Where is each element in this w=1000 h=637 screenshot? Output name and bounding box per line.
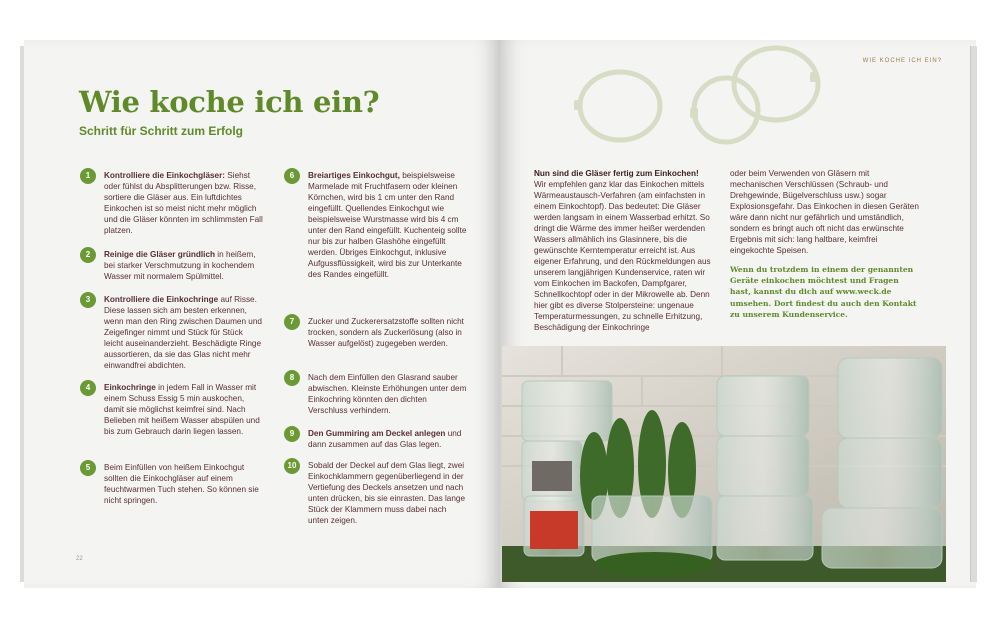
step-bold: Reinige die Gläser gründlich bbox=[104, 250, 218, 259]
step-bold: Kontrolliere die Einkochgläser: bbox=[104, 171, 228, 180]
section-text: Wir empfehlen ganz klar das Einkochen mittels Wärmeaustausch-Verfahren (am einfachsten in einem Einkochtopf). Das bedeutet: Die Gläser werden langsam in einem Wasserbad erhitzt. So dringt die Wärme des immer heißer werdenden Wassers allmählich ins Glasinnere, bis die gewünschte Kerntemperatur erreicht ist. Aus eigener Erfahrung, und den Rückmeldungen aus unserem langjährigen Kundenservice, raten wir vom Einkochen im Backofen, Dampfgarer, Schnellkochtopf oder in der Mikrowelle ab. Denn hier gibt es diverse Stolpersteine: ungenaue Temperaturmessungen, zu schnelle Erhitzung, Beschädigung der Einkochringe bbox=[534, 180, 711, 332]
weck-contact-note: Wenn du trotzdem in einem der genannten Geräte einkochen möchtest und Fragen hast, kannst du dich auf www.weck.de umsehen. Dort findest du auch den Kontakt zu unserem Kundenservice. bbox=[730, 265, 917, 319]
step-number-badge: 4 bbox=[80, 380, 96, 396]
jar-rings-illustration bbox=[570, 44, 830, 154]
page-number: 22 bbox=[76, 556, 83, 562]
open-book bbox=[24, 40, 976, 588]
step-text: beispielsweise Marmelade mit Fruchtfasern oder kleinen Körnchen, wird bis 1 cm unter den Rand eingefüllt. Quellendes Einkochgut wie beispielsweise Wurstmasse wird bis 4 cm unter den Rand eingefüllt. Kuchenteig sollte nur bis zur halben Glashöhe eingefüllt werden. Übriges Einkochgut, inklusive Aufgussflüssigkeit, wird bis zur Unterkante des Randes eingefüllt. bbox=[308, 171, 467, 279]
step-number-badge: 3 bbox=[80, 292, 96, 308]
step-bold: Breiartiges Einkochgut, bbox=[308, 171, 403, 180]
jars-photo bbox=[502, 346, 946, 582]
step-6 bbox=[289, 170, 468, 280]
step-bold: Den Gummiring am Deckel anlegen bbox=[308, 429, 448, 438]
step-bold: Kontrolliere die Einkochringe bbox=[104, 295, 221, 304]
step-number-badge: 7 bbox=[284, 314, 300, 330]
page-title: Wie koche ich ein? bbox=[79, 85, 380, 119]
jars-photo-illustration bbox=[502, 346, 946, 582]
step-number-badge: 9 bbox=[284, 426, 300, 442]
step-8 bbox=[289, 372, 468, 416]
right-column-2 bbox=[730, 168, 920, 320]
page-subtitle: Schritt für Schritt zum Erfolg bbox=[79, 124, 244, 138]
right-page bbox=[500, 40, 976, 588]
step-text: in jedem Fall in Wasser mit einem Schuss Essig 5 min auskochen, damit sie möglichst keimfrei sind. Nach Belieben mit heißem Wasser abspülen und bis zum Gebrauch darin liegen lassen. bbox=[104, 383, 260, 436]
step-text: Zucker und Zuckerersatzstoffe sollten nicht trocken, sondern als Zuckerlösung (also in Wasser aufgelöst) zugegeben werden. bbox=[308, 317, 464, 348]
step-text: Beim Einfüllen von heißem Einkochgut sollten die Einkochgläser auf einem feuchtwarmen Tuch stehen. So können sie nicht springen. bbox=[104, 463, 259, 505]
running-head: WIE KOCHE ICH EIN? bbox=[862, 58, 942, 64]
section-heading: Nun sind die Gläser fertig zum Einkochen! bbox=[534, 169, 699, 178]
step-number-badge: 6 bbox=[284, 168, 300, 184]
book-edge-right bbox=[970, 46, 977, 582]
step-number-badge: 8 bbox=[284, 370, 300, 386]
step-text: in heißem, bei starker Verschmutzung in kochendem Wasser mit normalem Spülmittel. bbox=[104, 250, 256, 281]
step-text: Siehst oder fühlst du Absplitterungen bzw. Risse, sortiere die Gläser aus. Ein luftdichtes Einkochen ist so meist nicht mehr möglich und die Gläser könnten im schlimmsten Fall platzen. bbox=[104, 171, 263, 235]
step-4 bbox=[85, 382, 264, 437]
step-7 bbox=[289, 316, 468, 349]
step-number-badge: 5 bbox=[80, 460, 96, 476]
step-2 bbox=[85, 249, 264, 282]
step-number-badge: 10 bbox=[284, 458, 300, 474]
right-column-1 bbox=[534, 168, 722, 333]
step-text: auf Risse. Diese lassen sich am besten erkennen, wenn man den Ring zwischen Daumen und Zeigefinger nimmt und Stück für Stück leicht auseinanderzieht. Beschädigte Ringe aussortieren, da sie das Glas nicht mehr einwandfrei abdichten. bbox=[104, 295, 262, 370]
step-1 bbox=[85, 170, 264, 236]
step-5 bbox=[85, 462, 264, 506]
step-text: Sobald der Deckel auf dem Glas liegt, zwei Einkochklammern gegenüberliegend in der Vertiefung des Deckels ansetzen und nach unten drücken, bis sie einrasten. Das lange Stück der Klammern muss dabei nach unten zeigen. bbox=[308, 461, 466, 525]
step-3 bbox=[85, 294, 264, 371]
step-number-badge: 1 bbox=[80, 168, 96, 184]
left-page bbox=[24, 40, 500, 588]
step-text: Nach dem Einfüllen den Glasrand sauber abwischen. Kleinste Erhöhungen unter dem Einkochring könnten den dichten Verschluss verhindern. bbox=[308, 373, 467, 415]
step-bold: Einkochringe bbox=[104, 383, 159, 392]
section-text-continued: oder beim Verwenden von Gläsern mit mechanischen Verschlüssen (Schraub- und Drehgewinde, Bügelverschluss usw.) sogar Explosionsgefahr. Das Einkochen in diesen Geräten wäre dann nicht nur gefährlich und umständlich, sondern es bringt auch oft nicht das erwünschte Ergebnis mit sich: lang haltbare, keimfrei eingekochte Speisen. bbox=[730, 169, 919, 255]
step-9 bbox=[289, 428, 468, 450]
step-text: und dann zusammen auf das Glas legen. bbox=[308, 429, 462, 449]
step-number-badge: 2 bbox=[80, 247, 96, 263]
step-10 bbox=[287, 460, 468, 526]
